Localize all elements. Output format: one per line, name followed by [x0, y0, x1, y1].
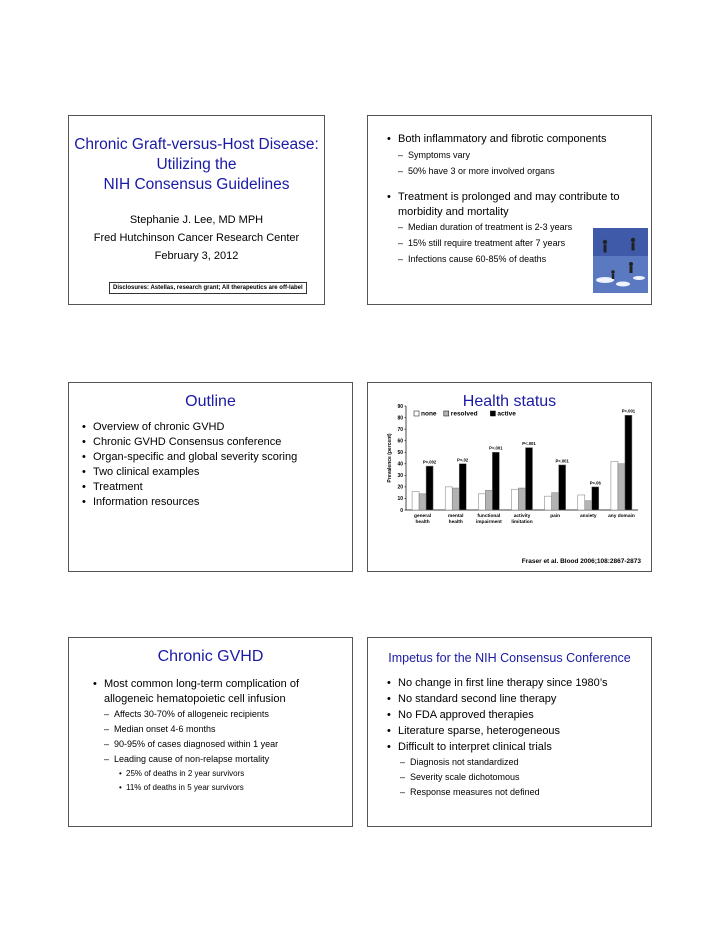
sub-symptoms: – Symptoms vary: [408, 150, 470, 160]
bar-resolved: [585, 501, 592, 510]
y-tick-label: 30: [397, 473, 403, 480]
y-tick-label: 60: [397, 438, 403, 445]
outline-item: • Organ-specific and global severity scoring: [93, 451, 297, 463]
category-label: limitation: [511, 520, 533, 525]
p-value: P=.002: [422, 459, 437, 465]
p-value: P=.02: [457, 457, 469, 463]
impetus-item: • No FDA approved therapies: [398, 709, 534, 721]
sub-item: – Affects 30-70% of allogeneic recipients: [114, 709, 269, 719]
slide-chronic-gvhd: [68, 637, 353, 827]
bar-active: [559, 465, 566, 510]
outline-item: • Treatment: [93, 481, 143, 493]
impetus-sub: – Severity scale dichotomous: [410, 772, 520, 782]
bar-active: [526, 448, 533, 510]
impetus-sub: – Response measures not defined: [410, 787, 540, 797]
y-axis-label: Prevalence (percent): [387, 433, 393, 483]
legend-label: none: [421, 410, 437, 418]
sub-median: – Median duration of treatment is 2-3 years: [408, 222, 572, 232]
slide-title-line-1: Chronic Graft-versus-Host Disease:: [74, 136, 319, 153]
bar-none: [611, 461, 618, 510]
sub-15pct: – 15% still require treatment after 7 years: [408, 238, 565, 248]
slide-impetus: [367, 637, 652, 827]
legend-label: resolved: [450, 410, 478, 418]
category-label: functional: [477, 514, 501, 519]
category-label: mental: [447, 514, 464, 519]
bar-resolved: [452, 488, 459, 510]
bar-none: [545, 496, 552, 510]
institution: Fred Hutchinson Cancer Research Center: [93, 232, 300, 244]
slide-outline: [68, 382, 353, 572]
outline-item: • Overview of chronic GVHD: [93, 421, 224, 433]
category-label: pain: [550, 514, 561, 519]
bar-resolved: [485, 490, 492, 510]
bar-active: [426, 466, 433, 510]
category-label: activity: [513, 514, 531, 519]
p-value: P<.001: [489, 445, 503, 451]
bar-none: [478, 494, 485, 510]
sub-item: – 90-95% of cases diagnosed within 1 year: [114, 739, 278, 749]
health-status-chart: [386, 400, 644, 560]
date: February 3, 2012: [154, 250, 239, 262]
category-label: health: [415, 520, 430, 525]
legend-swatch: [490, 411, 495, 416]
outline-item: • Two clinical examples: [93, 466, 199, 478]
p-value: P<.001: [621, 408, 636, 414]
slide-title-line-3: NIH Consensus Guidelines: [103, 176, 290, 193]
bar-active: [492, 452, 499, 510]
y-tick-label: 40: [397, 461, 403, 468]
sub-infections: – Infections cause 60-85% of deaths: [408, 254, 546, 264]
bar-none: [412, 492, 419, 510]
sub-item: – Leading cause of non-relapse mortality: [114, 754, 269, 764]
disclosure: Disclosures: Astellas, research grant; All therapeutics are off-label: [109, 282, 307, 294]
bar-none: [578, 495, 585, 510]
bar-active: [459, 464, 466, 510]
bar-resolved: [419, 494, 426, 510]
business-illustration: [593, 228, 648, 293]
y-tick-label: 50: [397, 450, 403, 457]
slide-health-status: [367, 382, 652, 572]
bar-resolved: [552, 493, 559, 510]
bullet-treatment: • Treatment is prolonged and may contribute to: [398, 191, 620, 203]
bar-none: [445, 487, 452, 510]
health-status-title: Health status: [462, 393, 557, 410]
p-value: P<.001: [555, 458, 569, 464]
bar-none: [512, 489, 519, 510]
impetus-item: • Literature sparse, heterogeneous: [398, 725, 560, 737]
impetus-item: • No standard second line therapy: [398, 693, 556, 705]
sub-item: – Median onset 4-6 months: [114, 724, 216, 734]
legend-swatch: [414, 411, 419, 416]
impetus-item: • Difficult to interpret clinical trials: [398, 741, 552, 753]
bar-resolved: [519, 488, 526, 510]
y-tick-label: 20: [397, 484, 403, 491]
category-label: anxiety: [580, 514, 597, 519]
y-tick-label: 10: [397, 496, 403, 503]
p-value: P=.06: [589, 480, 601, 486]
y-tick-label: 70: [397, 426, 403, 433]
slide-overview: [367, 115, 652, 305]
impetus-sub: – Diagnosis not standardized: [410, 757, 519, 767]
bullet-treatment-cont: morbidity and mortality: [398, 206, 509, 218]
bullet-most-common-cont: allogeneic hematopoietic cell infusion: [104, 693, 286, 705]
legend-label: active: [497, 410, 516, 418]
bar-active: [625, 415, 632, 510]
bar-resolved: [618, 464, 625, 510]
category-label: general: [414, 514, 432, 519]
y-tick-label: 0: [400, 507, 403, 514]
slide-title: [68, 115, 325, 305]
y-tick-label: 80: [397, 415, 403, 422]
bullet-most-common: • Most common long-term complication of: [104, 678, 299, 690]
subsub-item: • 25% of deaths in 2 year survivors: [126, 769, 244, 778]
y-tick-label: 90: [397, 403, 403, 410]
impetus-item: • No change in first line therapy since 1980’s: [398, 677, 608, 689]
slide-title-line-2: Utilizing the: [156, 156, 237, 173]
outline-item: • Information resources: [93, 496, 199, 508]
legend-swatch: [444, 411, 449, 416]
outline-title: Outline: [185, 393, 236, 410]
p-value: P<.001: [522, 441, 536, 447]
citation: Fraser et al. Blood 2006;108:2867-2873: [521, 558, 641, 565]
bullet-inflammatory: • Both inflammatory and fibrotic components: [398, 133, 607, 145]
subsub-item: • 11% of deaths in 5 year survivors: [126, 783, 244, 792]
author: Stephanie J. Lee, MD MPH: [129, 214, 264, 226]
bar-active: [592, 487, 599, 510]
sub-organs: – 50% have 3 or more involved organs: [408, 166, 555, 176]
category-label: impairment: [475, 520, 502, 525]
outline-item: • Chronic GVHD Consensus conference: [93, 436, 281, 448]
category-label: any domain: [608, 514, 635, 519]
impetus-title: Impetus for the NIH Consensus Conference: [388, 651, 631, 665]
chronic-gvhd-title: Chronic GVHD: [157, 648, 264, 665]
category-label: health: [448, 520, 463, 525]
